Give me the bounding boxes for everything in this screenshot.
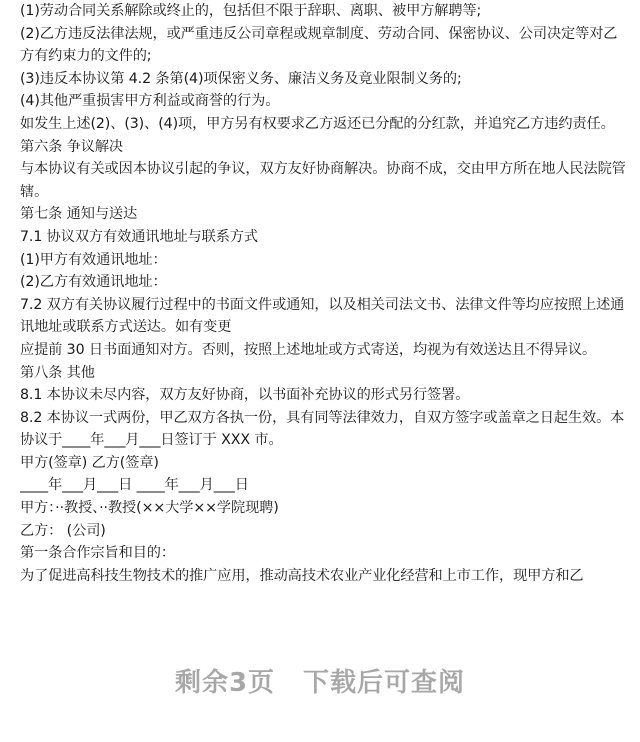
text-line: 乙方： (公司) [20,522,106,539]
section-heading: 第六条 争议解决 [20,138,124,155]
text-line: (3)违反本协议第 4.2 条第(4)项保密义务、廉洁义务及竟业限制义务的; [20,70,462,87]
text-line: 应提前 30 日书面通知对方。否则，按照上述地址或方式寄送，均视为有效送达且不得异议。 [20,341,597,358]
text-line: 与本协议有关或因本协议引起的争议，双方友好协商解决。协商不成，交由甲方所在地人民法院管辖。 [20,161,626,200]
text-line: 8.1 本协议未尽内容，双方友好协商，以书面补充协议的形式另行签署。 [20,387,470,404]
text-line: 如发生上述(2)、(3)、(4)项，甲方另有权要求乙方返还已分配的分红款，并追究乙方违约责任。 [20,115,615,132]
section-heading: 第八条 其他 [20,364,95,381]
text-line: 甲方：··教授、··教授(××大学××学院现聘) [20,500,279,517]
text-line: (2)乙方有效通讯地址： [20,274,167,291]
download-prompt[interactable] [0,648,640,712]
download-hint-label[interactable]: 下载后可查阅 [303,667,466,698]
text-line: 8.2 本协议一式两份，甲乙双方各执一份，具有同等法律效力，自双方签字或盖章之日起生效。本协议于____年___月___日签订于 XXX 市。 [20,409,625,449]
signature-dates: ____年___月___日 ____年___月___日 [20,477,249,494]
text-line: (1)劳动合同关系解除或终止的，包括但不限于辞职、离职、被甲方解聘等; [20,3,482,19]
text-line: (1)甲方有效通讯地址： [20,251,167,268]
text-line: 7.2 双方有关协议履行过程中的书面文件或通知，以及相关司法文书、法律文件等均应按照上述通讯地址或联系方式送达。如有变更 [20,296,625,336]
text-line: 为了促进高科技生物技术的推广应用，推动高技术农业产业化经营和上市工作，现甲方和乙 [20,567,584,584]
text-line: 7.1 协议双方有效通讯地址与联系方式 [20,228,258,245]
text-line: (2)乙方违反法律法规，或严重违反公司章程或规章制度、劳动合同、保密协议、公司决定等对乙方有约束力的文件的; [20,25,618,65]
text-line: (4)其他严重损害甲方利益或商誉的行为。 [20,93,280,110]
signature-labels: 甲方(签章) 乙方(签章) [20,454,159,471]
section-heading: 第七条 通知与送达 [20,206,138,223]
remaining-pages-label[interactable]: 剩余3页 [174,667,276,698]
section-heading: 第一条合作宗旨和目的： [20,545,175,562]
document-body [20,0,626,587]
